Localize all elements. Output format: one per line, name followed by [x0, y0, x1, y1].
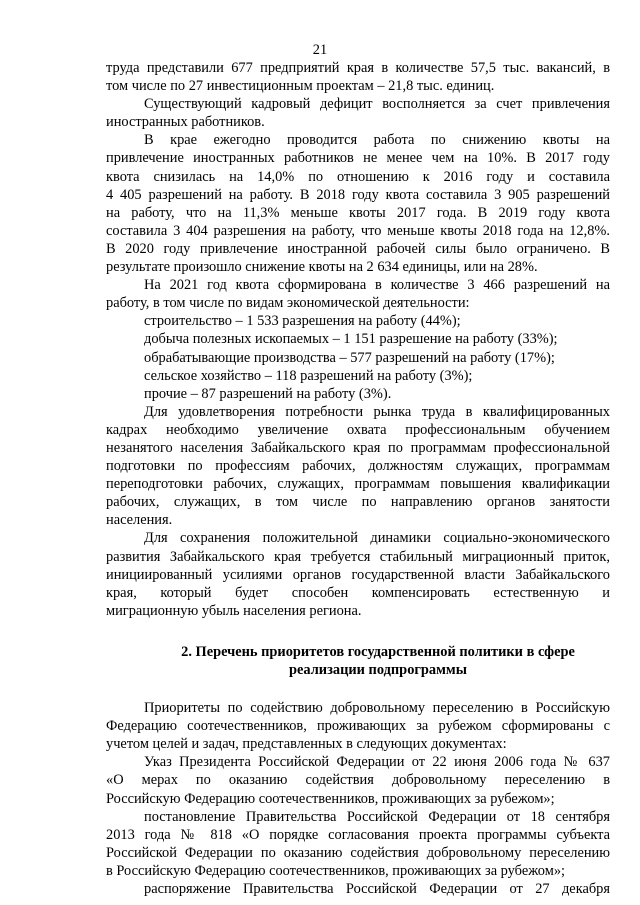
text-line: В 2020 году привлечение иностранной рабочей силы было ограничено. В	[106, 240, 610, 257]
text-line: подготовки по профессиям рабочих, должностям служащих, программам	[106, 458, 610, 475]
text-line: рабочих, служащих, в том числе по направлению органов занятости	[106, 494, 610, 511]
text-line: Существующий кадровый дефицит восполняется за счет привлечения	[144, 96, 610, 113]
list-item: строительство – 1 533 разрешения на работу (44%);	[144, 313, 461, 330]
text-line: составила 3 404 разрешения на работу, что меньше квоты 2018 года на 12,8%.	[106, 222, 610, 239]
text-line: Российской Федерации по оказанию содействия добровольному переселению	[106, 844, 610, 861]
list-item: прочие – 87 разрешений на работу (3%).	[144, 385, 392, 402]
heading-line: 2. Перечень приоритетов государственной политики в сфере	[181, 643, 575, 660]
section-heading	[106, 643, 610, 679]
text-line: результате произошло снижение квоты на 2 634 единицы, или на 28%.	[106, 259, 538, 276]
text-line: иностранных работников.	[106, 114, 265, 131]
text-line: незанятого населения Забайкальского края по программам профессиональной	[106, 439, 610, 456]
text-line: учетом целей и задач, представленных в следующих документах:	[106, 736, 507, 753]
text-line: работу, в том числе по видам экономической деятельности:	[106, 295, 470, 312]
text-line: переподготовки рабочих, служащих, программам повышения квалификации	[106, 476, 610, 493]
page-number: 21	[312, 42, 328, 58]
list-item: добыча полезных ископаемых – 1 151 разрешение на работу (33%);	[144, 331, 558, 348]
section-priorities	[106, 699, 610, 898]
text-line: 4 405 разрешений на работу. В 2018 году квота составила 3 905 разрешений	[106, 186, 610, 203]
text-line: населения.	[106, 512, 173, 529]
text-line: Федерацию соотечественников, проживающих за рубежом сформированы с	[106, 718, 610, 735]
heading-line: реализации подпрограммы	[289, 662, 467, 678]
text-line: распоряжение Правительства Российской Федерации от 27 декабря	[144, 881, 610, 898]
text-line: постановление Правительства Российской Федерации от 18 сентября	[144, 808, 610, 825]
text-line: развития Забайкальского края требуется стабильный миграционный приток,	[106, 548, 610, 565]
quota-list	[106, 312, 610, 402]
text-line: труда представили 677 предприятий края в количестве 57,5 тыс. вакансий, в	[106, 60, 610, 76]
text-line: кадрах необходимо увеличение охвата профессиональным обучением	[106, 421, 610, 438]
text-line: том числе по 27 инвестиционным проектам – 21,8 тыс. единиц.	[106, 78, 495, 95]
text-line: края, который будет способен компенсировать естественную и	[106, 584, 610, 601]
text-line: На 2021 год квота сформирована в количестве 3 466 разрешений на	[144, 277, 610, 294]
list-item: обрабатывающие производства – 577 разрешений на работу (17%);	[144, 349, 555, 366]
section-quota	[106, 59, 610, 312]
text-line: Для сохранения положительной динамики социально-экономического	[144, 530, 610, 547]
text-line: Приоритеты по содействию добровольному переселению в Российскую	[144, 700, 610, 717]
text-line: «О мерах по оказанию содействия добровольному переселению в	[106, 772, 610, 789]
text-line: Российскую Федерацию соотечественников, проживающих за рубежом»;	[106, 790, 555, 807]
text-line: инициированный усилиями органов государственной власти Забайкальского	[106, 566, 610, 583]
text-line: В крае ежегодно проводится работа по снижению квоты на	[144, 132, 610, 149]
text-line: на работу, что на 11,3% меньше квоты 2017 года. В 2019 году квота	[106, 204, 610, 221]
text-line: Для удовлетворения потребности рынка труда в квалифицированных	[144, 403, 610, 420]
text-line: миграционную убыль населения региона.	[106, 602, 362, 619]
text-line: Указ Президента Российской Федерации от 22 июня 2006 года № 637	[144, 754, 610, 771]
list-item: сельское хозяйство – 118 разрешений на работу (3%);	[144, 367, 473, 384]
text-line: в Российскую Федерацию соотечественников, проживающих за рубежом»;	[106, 862, 566, 879]
text-line: привлечение иностранных работников не менее чем на 10%. В 2017 году	[106, 150, 610, 167]
text-line: 2013 года № 818 «О порядке согласования проекта программы субъекта	[106, 826, 610, 843]
page-content	[106, 59, 610, 898]
text-line: квота снизилась на 14,0% по отношению к 2016 году и составила	[106, 168, 610, 185]
section-training	[106, 403, 610, 620]
